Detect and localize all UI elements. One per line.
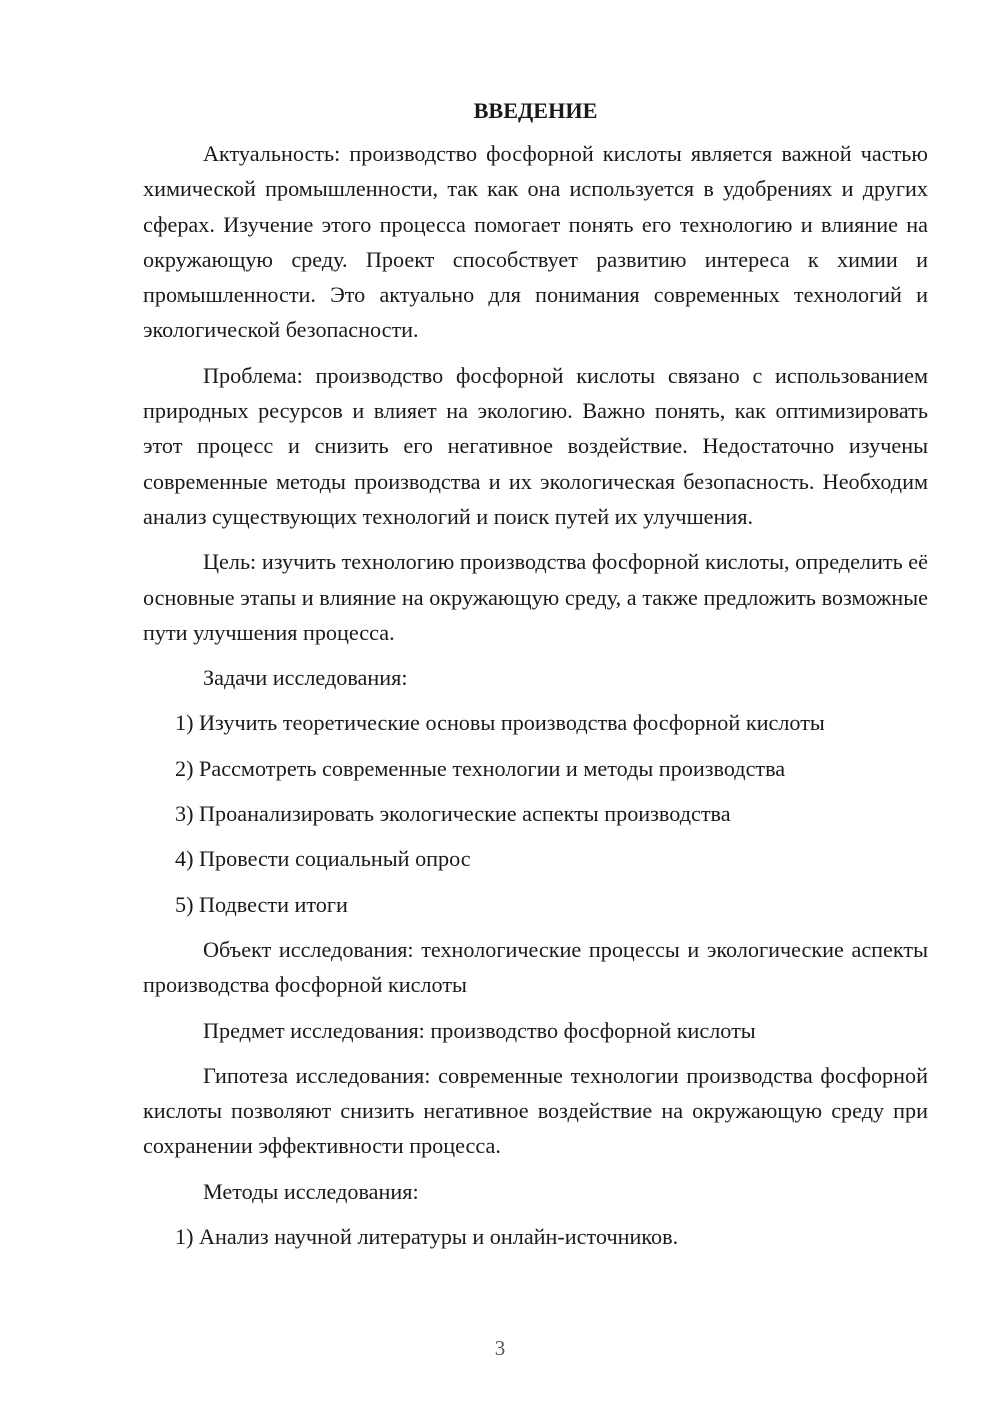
subject-paragraph: Предмет исследования: производство фосфорной кислоты [203,1017,756,1043]
page-title: ВВЕДЕНИЕ [473,98,598,123]
tasks-heading: Задачи исследования: [203,665,408,691]
methods-heading: Методы исследования: [203,1178,419,1204]
problem-paragraph: Проблема: производство фосфорной кислоты связано с использованием природных ресурсов и влияет на экологию. Важно понять, как оптимизировать этот процесс и снизить его негативное воздействие. Недостаточно изучены современные методы производства и их экологическая безопасность. Необходим анализ существующих технологий и поиск путей их улучшения. [143,362,928,529]
actuality-paragraph: Актуальность: производство фосфорной кислоты является важной частью химической промышленности, так как она используется в удобрениях и других сферах. Изучение этого процесса помогает понять его технологию и влияние на окружающую среду. Проект способствует развитию интереса к химии и промышленности. Это актуально для понимания современных технологий и экологической безопасности. [143,141,928,343]
task-item: 1) Изучить теоретические основы производства фосфорной кислоты [175,710,825,736]
page-number: 3 [494,1336,506,1360]
goal-paragraph: Цель: изучить технологию производства фосфорной кислоты, определить её основные этапы и влияние на окружающую среду, а также предложить возможные пути улучшения процесса. [143,549,928,645]
task-item: 5) Подвести итоги [175,891,348,917]
method-item: 1) Анализ научной литературы и онлайн-источников. [175,1224,679,1250]
hypothesis-paragraph: Гипотеза исследования: современные технологии производства фосфорной кислоты позволяют снизить негативное воздействие на окружающую среду при сохранении эффективности процесса. [143,1062,928,1159]
task-item: 4) Провести социальный опрос [175,846,471,872]
task-item: 3) Проанализировать экологические аспекты производства [175,801,731,827]
task-item: 2) Рассмотреть современные технологии и методы производства [175,755,786,781]
object-paragraph: Объект исследования: технологические процессы и экологические аспекты производства фосфорной кислоты [143,936,928,998]
document-body [143,96,928,1264]
